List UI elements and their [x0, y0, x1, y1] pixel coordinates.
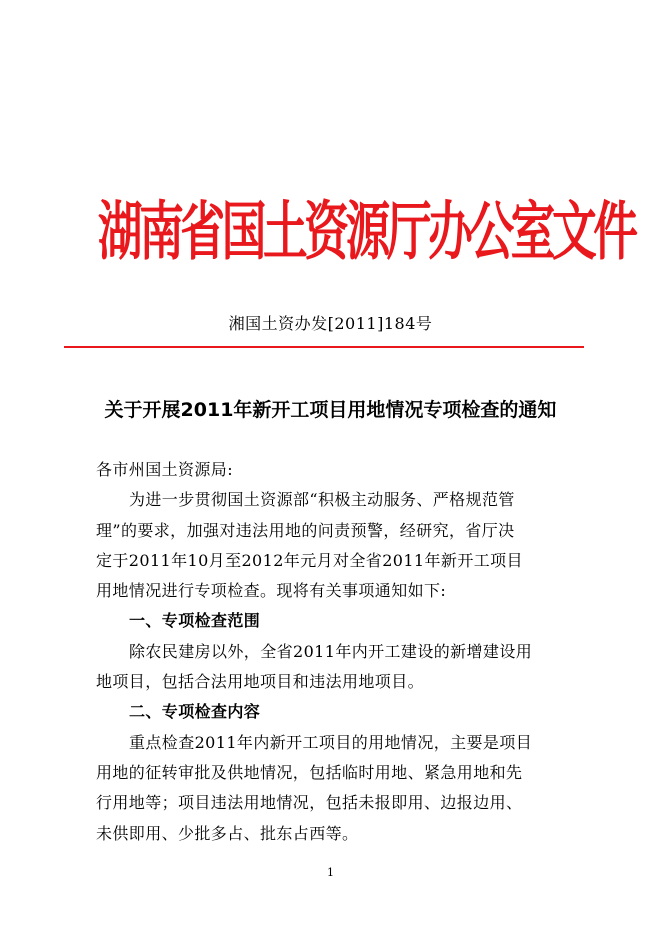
salutation: 各市州国土资源局: [96, 460, 233, 479]
body-line: 行用地等；项目违法用地情况，包括未报即用、边报边用、 [96, 793, 523, 813]
body-line: 用地的征转审批及供地情况，包括临时用地、紧急用地和先 [96, 762, 523, 782]
page-number: 1 [327, 866, 334, 879]
body-line: 为进一步贯彻国土资源部“积极主动服务、严格规范管 [129, 490, 515, 510]
body-line: 定于2011年10月至2012年元月对全省2011年新开工项目 [96, 550, 523, 570]
section-heading-content: 二、专项检查内容 [129, 702, 261, 722]
org-header-title: 湖南省国土资源厅办公室文件 [97, 196, 635, 270]
document-number: 湘国土资办发[2011]184号 [228, 314, 433, 333]
red-divider-line [64, 346, 584, 348]
body-line: 未供即用、少批多占、批东占西等。 [96, 823, 359, 843]
section-heading-scope: 一、专项检查范围 [129, 611, 261, 631]
body-line: 地项目，包括合法用地项目和违法用地项目。 [96, 672, 425, 692]
body-line: 重点检查2011年内新开工项目的用地情况，主要是项目 [129, 732, 533, 752]
body-line: 理”的要求，加强对违法用地的问责预警，经研究，省厅决 [96, 520, 515, 540]
notice-body [96, 455, 566, 849]
notice-title: 关于开展2011年新开工项目用地情况专项检查的通知 [104, 399, 557, 421]
body-line: 除农民建房以外，全省2011年内开工建设的新增建设用 [129, 641, 533, 661]
body-line: 用地情况进行专项检查。现将有关事项通知如下: [96, 581, 447, 601]
